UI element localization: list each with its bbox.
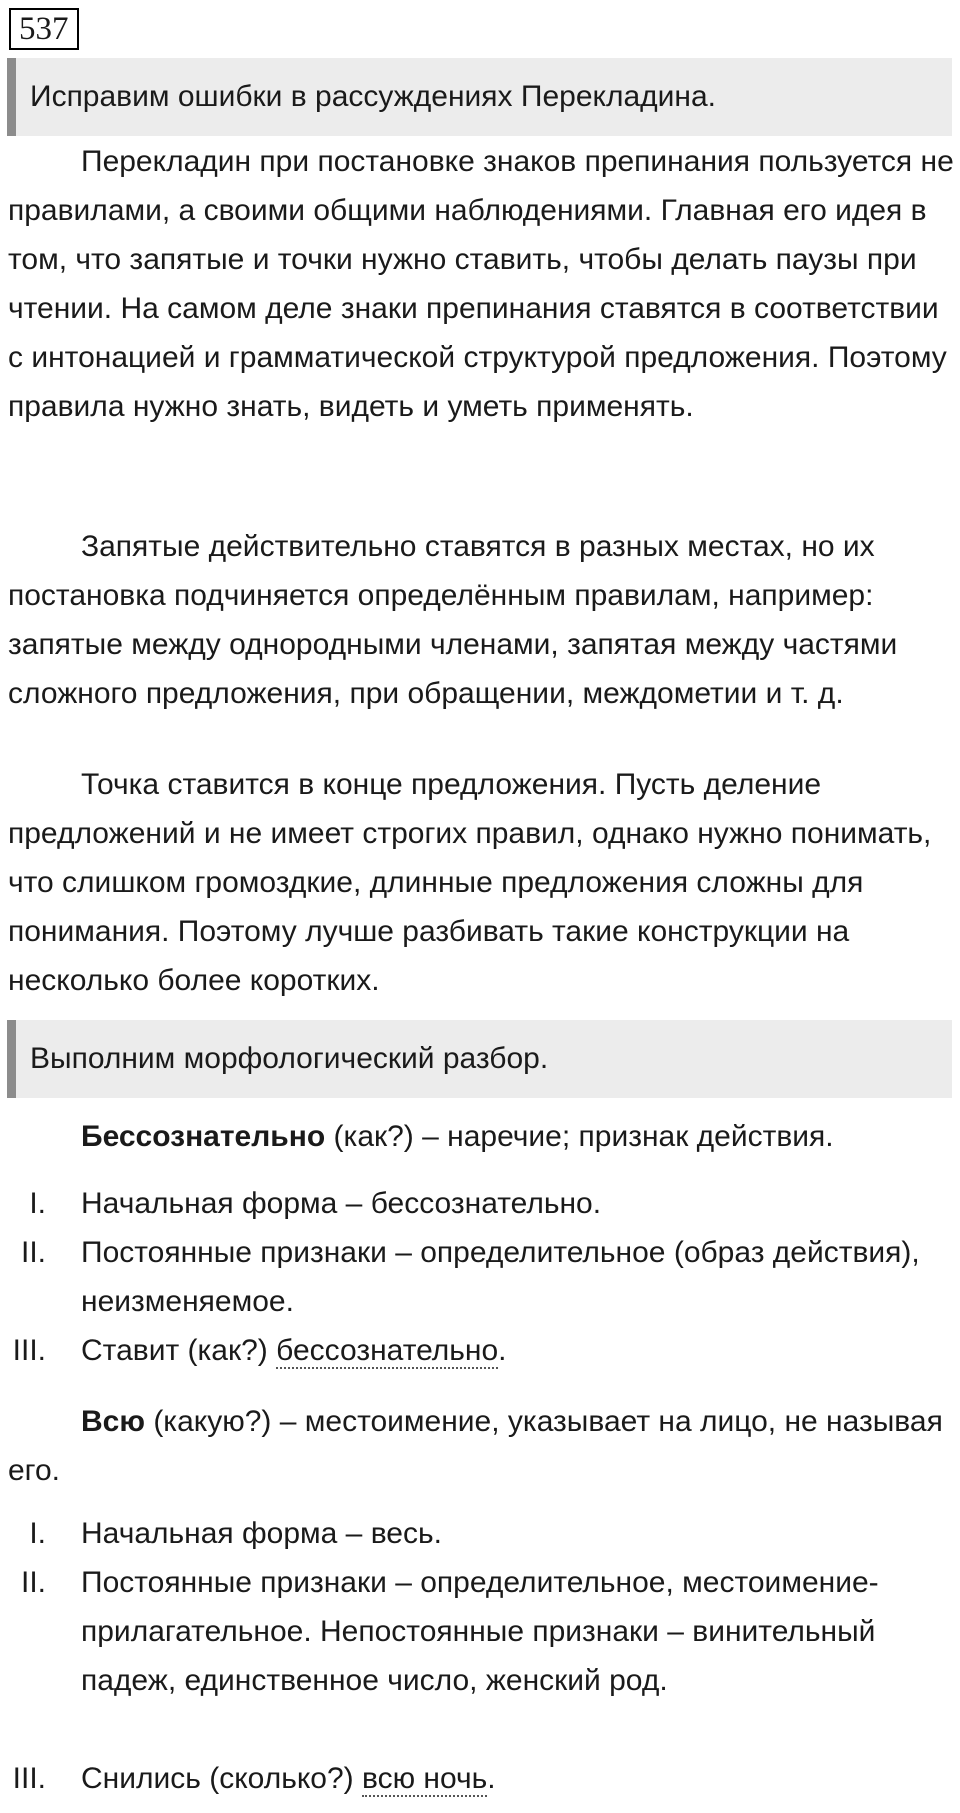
section-header-corrections: Исправим ошибки в рассуждениях Перекладина. xyxy=(7,58,952,136)
word1-description: (как?) – наречие; признак действия. xyxy=(325,1120,834,1153)
list-item-text xyxy=(81,1326,959,1375)
task-number: 537 xyxy=(9,8,79,50)
example-prefix: Ставит (как?) xyxy=(81,1334,277,1367)
paragraph-1: Перекладин при постановке знаков препинания пользуется не правилами, а своими общими наблюдениями. Главная его идея в том, что запятые и точки нужно ставить, чтобы делать паузы при чтении. На самом деле знаки препинания ставятся в соответствии с интонацией и грамматической структурой предложения. Поэтому правила нужно знать, видеть и уметь применять. xyxy=(8,145,954,423)
list-item-number: III. xyxy=(12,1762,46,1795)
paragraph-2: Запятые действительно ставятся в разных местах, но их постановка подчиняется определённым правилам, например: запятые между однородными членами, запятая между частями сложного предложения, при обращении, междометии и т. д. xyxy=(8,530,898,710)
list-item-number: I. xyxy=(29,1517,46,1550)
list-item-number: I. xyxy=(29,1187,46,1220)
underlined-example: всю ночь xyxy=(362,1762,488,1795)
list-item-text: Постоянные признаки – определительное, местоимение-прилагательное. Непостоянные признаки – винительный падеж, единственное число, женский род. xyxy=(81,1566,879,1697)
example-prefix: Снились (сколько?) xyxy=(81,1762,362,1795)
underlined-example: бессознательно xyxy=(276,1334,499,1367)
list-item-text xyxy=(81,1754,959,1803)
list-item-text: Начальная форма – весь. xyxy=(81,1517,442,1550)
word1-word: Бессознательно xyxy=(81,1120,326,1153)
list-item-text: Постоянные признаки – определительное (образ действия), неизменяемое. xyxy=(81,1236,920,1318)
word2-word: Всю xyxy=(81,1405,145,1438)
section-header-morphology: Выполним морфологический разбор. xyxy=(7,1020,952,1098)
list-item-text: Начальная форма – бессознательно. xyxy=(81,1187,602,1220)
example-suffix: . xyxy=(498,1334,507,1367)
word2-description: (какую?) – местоимение, указывает на лицо, не называя его. xyxy=(8,1405,943,1487)
paragraph-3: Точка ставится в конце предложения. Пусть деление предложений и не имеет строгих правил, однако нужно понимать, что слишком громоздкие, длинные предложения сложны для понимания. Поэтому лучше разбивать такие конструкции на несколько более коротких. xyxy=(8,768,932,997)
example-suffix: . xyxy=(487,1762,496,1795)
list-item-number: III. xyxy=(12,1334,46,1367)
list-item-number: II. xyxy=(20,1566,46,1599)
list-item-number: II. xyxy=(20,1236,46,1269)
word1-intro xyxy=(8,1112,958,1161)
word2-intro xyxy=(8,1397,958,1495)
